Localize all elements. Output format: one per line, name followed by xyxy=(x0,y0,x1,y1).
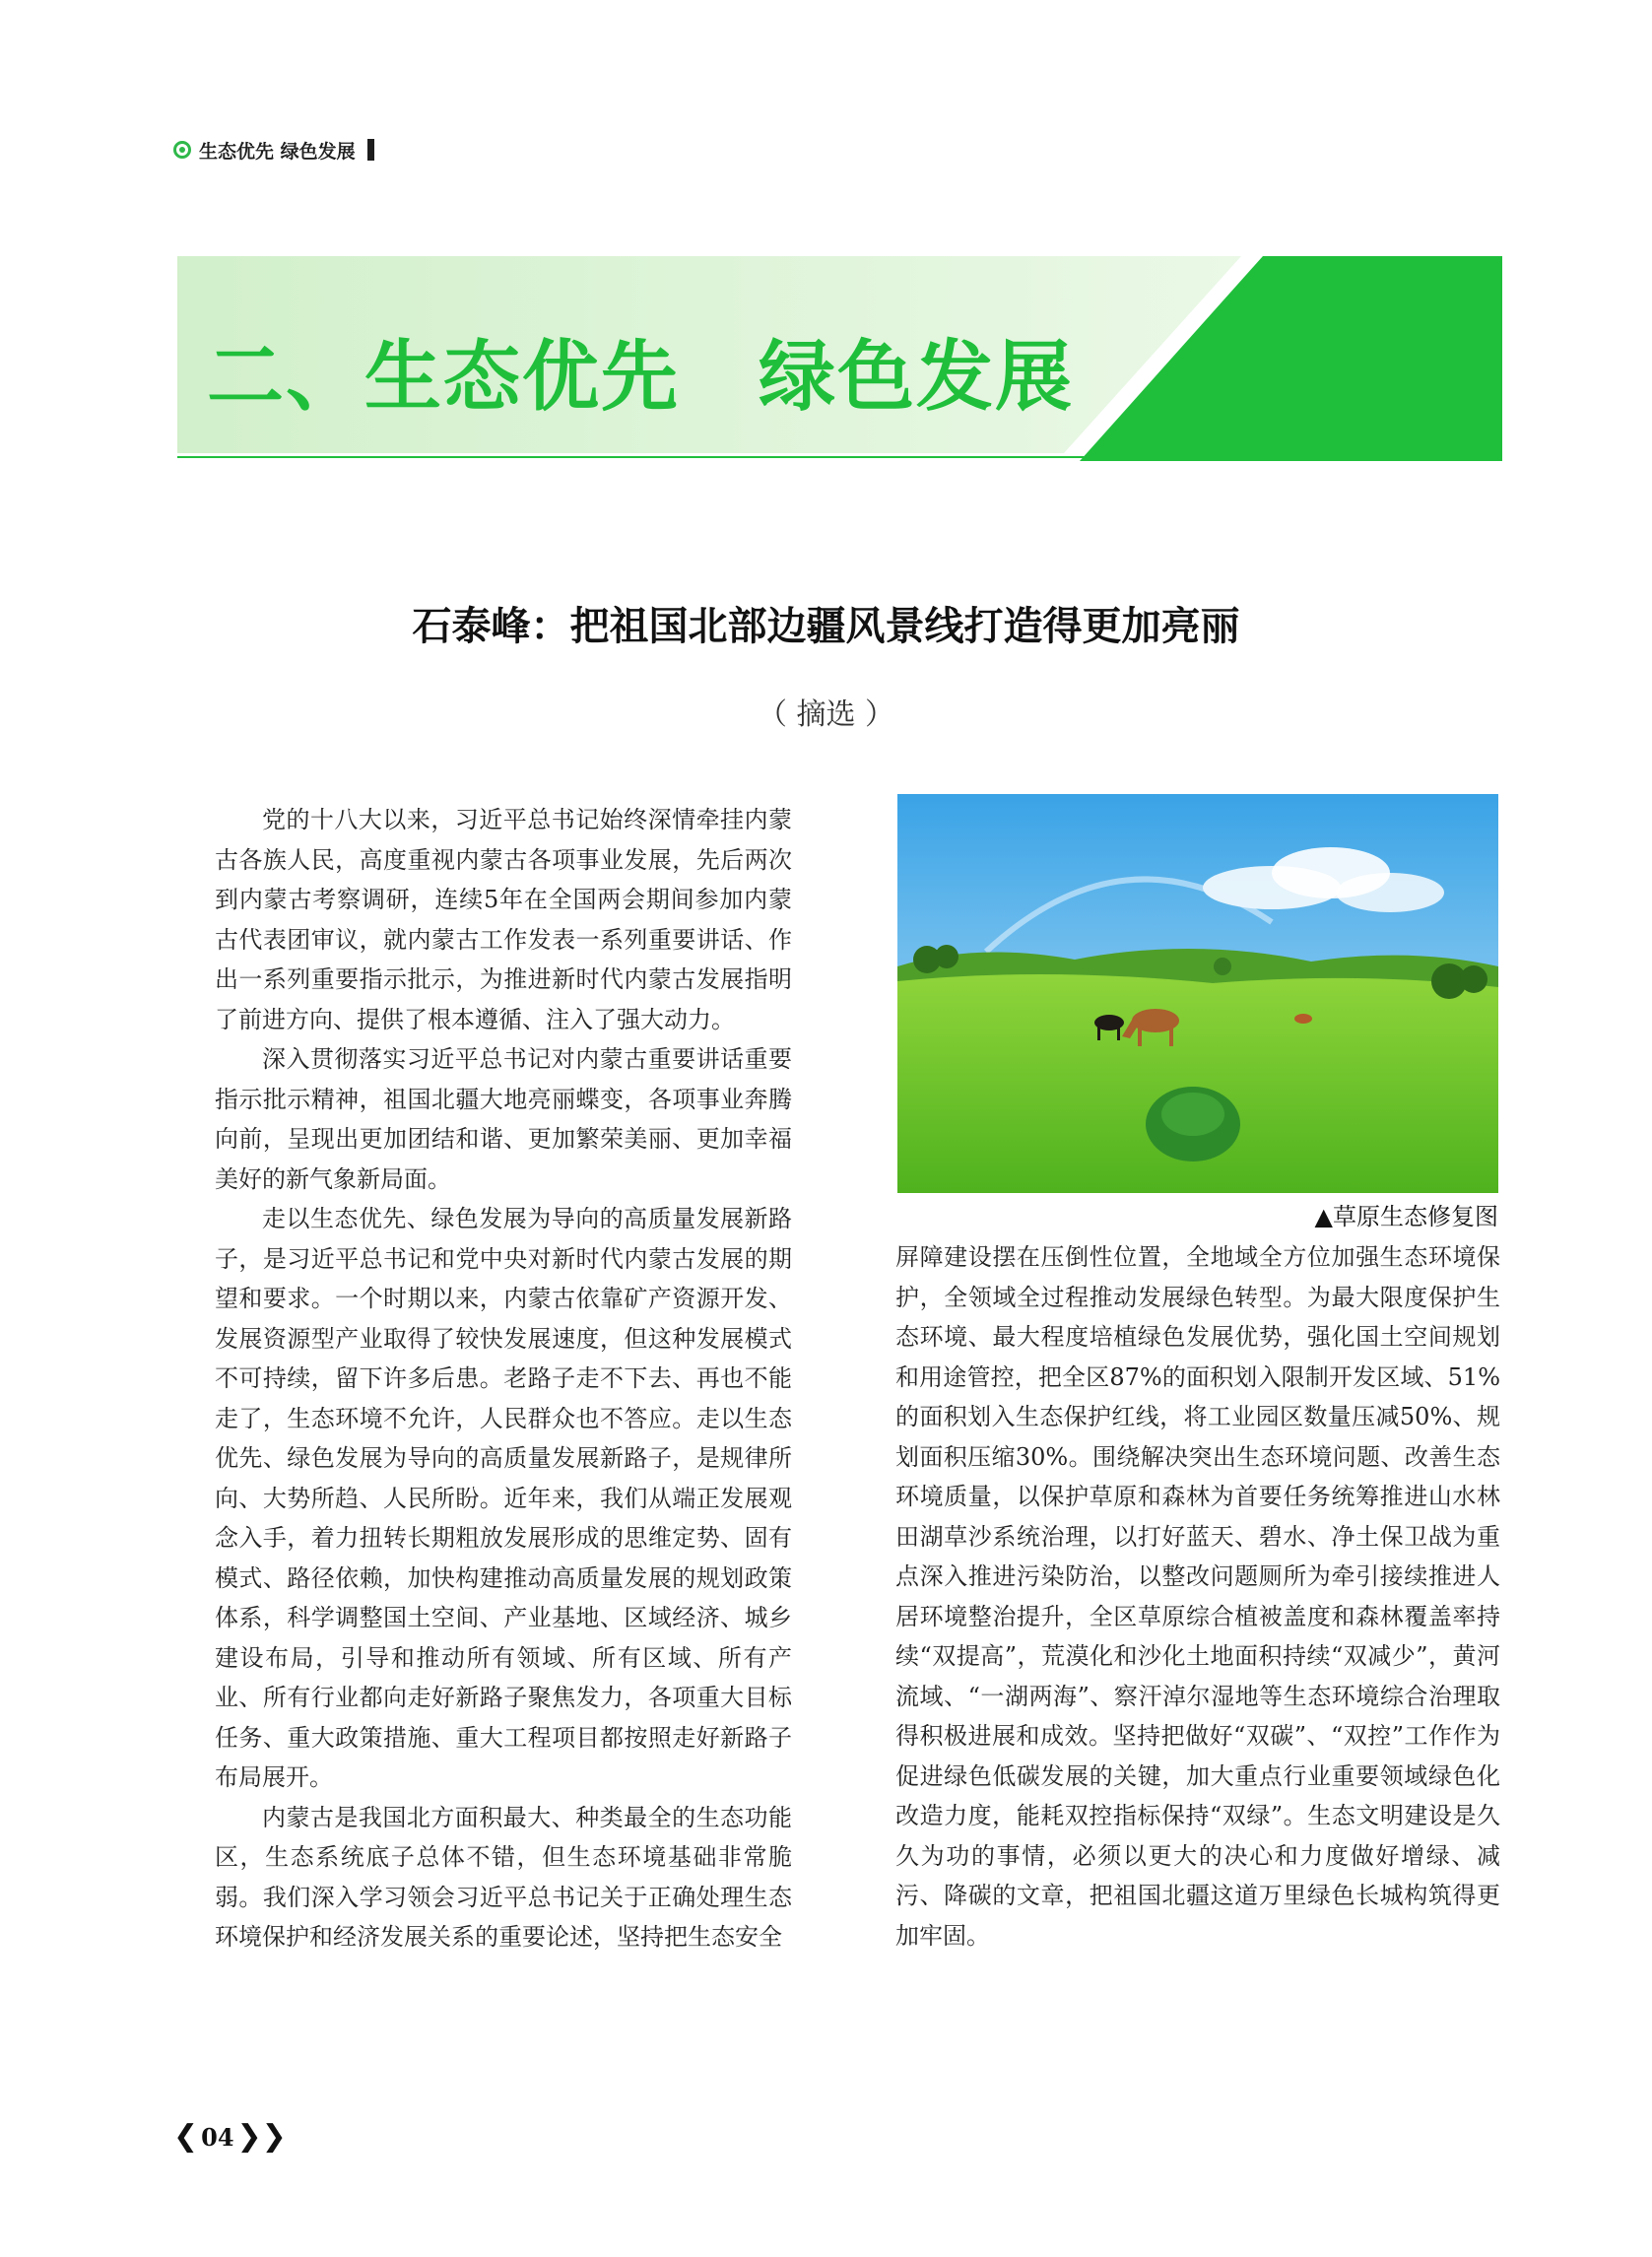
left-column xyxy=(215,800,792,1958)
chevron-left-icon: ❮ xyxy=(173,2119,199,2154)
paragraph: 党的十八大以来，习近平总书记始终深情牵挂内蒙古各族人民，高度重视内蒙古各项事业发展，先后两次到内蒙古考察调研，连续5年在全国两会期间参加内蒙古代表团审议，就内蒙古工作发表一系列重要讲话、作出一系列重要指示批示，为推进新时代内蒙古发展指明了前进方向、提供了根本遵循、注入了强大动力。 xyxy=(215,806,792,1033)
section-banner xyxy=(177,256,1502,461)
running-head xyxy=(173,134,374,166)
paragraph: 走以生态优先、绿色发展为导向的高质量发展新路子，是习近平总书记和党中央对新时代内蒙古发展的期望和要求。一个时期以来，内蒙古依靠矿产资源开发、发展资源型产业取得了较快发展速度，但这种发展模式不可持续，留下许多后患。老路子走不下去、再也不能走了，生态环境不允许，人民群众也不答应。走以生态优先、绿色发展为导向的高质量发展新路子，是规律所向、大势所趋、人民所盼。近年来，我们从端正发展观念入手，着力扭转长期粗放发展形成的思维定势、固有模式、路径依赖，加快构建推动高质量发展的规划政策体系，科学调整国土空间、产业基地、区域经济、城乡建设布局，引导和推动所有领域、所有区域、所有产业、所有行业都向走好新路子聚焦发力，各项重大目标任务、重大政策措施、重大工程项目都按照走好新路子布局展开。 xyxy=(215,1205,792,1791)
bar-icon xyxy=(367,139,374,161)
running-head-text: 生态优先 绿色发展 xyxy=(199,140,356,163)
page-number-text: 04 xyxy=(201,2122,234,2152)
section-title: 二、生态优先 绿色发展 xyxy=(207,333,1075,422)
page-number xyxy=(173,2119,287,2154)
figure-caption: ▲草原生态修复图 xyxy=(1314,1203,1498,1230)
paragraph: 屏障建设摆在压倒性位置，全地域全方位加强生态环境保护，全领域全过程推动发展绿色转型。为最大限度保护生态环境、最大程度培植绿色发展优势，强化国土空间规划和用途管控，把全区87%的面积划入限制开发区域、51%的面积划入生态保护红线，将工业园区数量压减50%、规划面积压缩30%。围绕解决突出生态环境问题、改善生态环境质量，以保护草原和森林为首要任务统筹推进山水林田湖草沙系统治理，以打好蓝天、碧水、净土保卫战为重点深入推进污染防治，以整改问题厕所为牵引接续推进人居环境整治提升，全区草原综合植被盖度和森林覆盖率持续“双提高”，荒漠化和沙化土地面积持续“双减少”，黄河流域、“一湖两海”、察汗淖尔湿地等生态环境综合治理取得积极进展和成效。坚持把做好“双碳”、“双控”工作作为促进绿色低碳发展的关键，加大重点行业重要领域绿色化改造力度，能耗双控指标保持“双绿”。生态文明建设是久久为功的事情，必须以更大的决心和力度做好增绿、减污、降碳的文章，把祖国北疆这道万里绿色长城构筑得更加牢固。 xyxy=(895,1243,1500,1950)
right-column xyxy=(895,1237,1500,1956)
chevron-right-icon: ❯❯ xyxy=(236,2119,287,2154)
paragraph: 深入贯彻落实习近平总书记对内蒙古重要讲话重要指示批示精神，祖国北疆大地亮丽蝶变，各项事业奔腾向前，呈现出更加团结和谐、更加繁荣美丽、更加幸福美好的新气象新局面。 xyxy=(215,1045,792,1193)
article-subtitle: （ 摘选 ） xyxy=(757,697,895,732)
paragraph: 内蒙古是我国北方面积最大、种类最全的生态功能区，生态系统底子总体不错，但生态环境基础非常脆弱。我们深入学习领会习近平总书记关于正确处理生态环境保护和经济发展关系的重要论述，坚持把生态安全 xyxy=(215,1803,792,1951)
grassland-photo xyxy=(897,794,1498,1193)
article-title: 石泰峰：把祖国北部边疆风景线打造得更加亮丽 xyxy=(412,604,1240,649)
ring-icon xyxy=(173,141,191,159)
grassland-scene xyxy=(897,794,1498,1193)
